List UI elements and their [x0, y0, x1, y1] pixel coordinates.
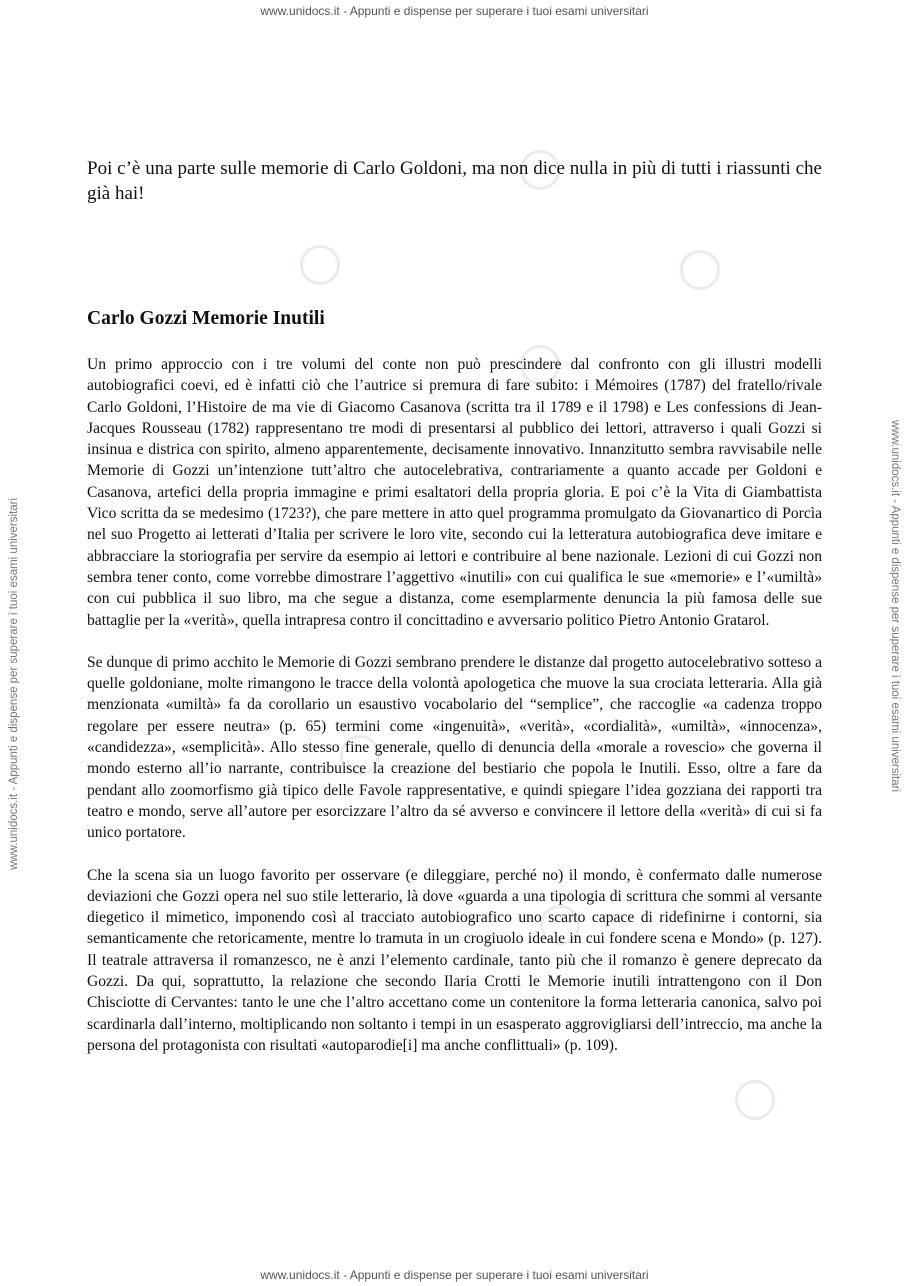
body-paragraph: Un primo approccio con i tre volumi del conte non può prescindere dal confronto con gli illustri modelli autobiografici coevi, ed è infatti ciò che l’autrice si premura di fare subito: i Mémoires (1787) del fratello/rivale Carlo Goldoni, l’Histoire de ma vie di Giacomo Casanova (scritta tra il 1789 e il 1798) e Les confessions di Jean-Jacques Rousseau (1782) rappresentano tre modi di presentarsi al pubblico dei lettori, attraverso i quali Gozzi si insinua e districa con spirito, almeno apparentemente, decisamente innovativo. Innanzitutto sembra ravvisabile nelle Memorie di Gozzi un’intenzione tutt’altro che autocelebrativa, contrariamente a quanto accade per Goldoni e Casanova, artefici della propria immagine e primi esaltatori della propria gloria. E poi c’è la Vita di Giambattista Vico scritta da se medesimo (1723?), che pare mettere in atto quel programma promulgato da Giovanartico di Porcìa nel suo Progetto ai letterati d’Italia per scrivere le loro vite, secondo cui la letteratura autobiografica deve imitare e abbracciare la storiografia per servire da esempio ai lettori e contribuire al bene nazionale. Lezioni di cui Gozzi non sembra tener conto, come vorrebbe dimostrare l’aggettivo «inutili» con cui qualifica le sue «memorie» e l’«umiltà» con cui pubblica il suo libro, ma che segue a distanza, come esemplarmente denuncia la più famosa delle sue battaglie per la «verità», quella intrapresa contro il concittadino e avversario politico Pietro Antonio Gratarol.: [87, 356, 822, 629]
body-paragraph: Se dunque di primo acchito le Memorie di Gozzi sembrano prendere le distanze dal progetto autocelebrativo sotteso a quelle goldoniane, molte rimangono le tracce della volontà apologetica che muove la sua crociata letteraria. Alla già menzionata «umiltà» fa da corollario un esaustivo vocabolario del “semplice”, che raccoglie «a cadenza troppo regolare per essere neutra» (p. 65) termini come «ingenuità», «verità», «cordialità», «umiltà», «innocenza», «candidezza», «semplicità». Allo stesso fine generale, quello di denuncia della «morale a rovescio» che governa il mondo esterno all’io narrante, contribuisce la creazione del bestiario che popola le Inutili. Esso, oltre a fare da pendant allo zoomorfismo già tipico delle Favole rappresentative, e quindi spiegare l’idea gozziana dei rapporti tra teatro e mondo, serve all’autore per esorcizzare l’altro da sé avverso e convincere il lettore della «verità» di cui si fa unico portatore.: [87, 653, 822, 842]
right-side-banner: www.unidocs.it - Appunti e dispense per superare i tuoi esami universitari: [889, 420, 901, 793]
section-body: [87, 354, 822, 1077]
watermark-logo-icon: [735, 1080, 775, 1120]
intro-paragraph: Poi c’è una parte sulle memorie di Carlo Goldoni, ma non dice nulla in più di tutti i riassunti che già hai!: [87, 158, 822, 204]
watermark-logo-icon: [300, 245, 340, 285]
document-content: [87, 156, 822, 1054]
footer-banner: www.unidocs.it - Appunti e dispense per superare i tuoi esami universitari: [260, 1268, 649, 1282]
body-paragraph: Che la scena sia un luogo favorito per osservare (e dileggiare, perché no) il mondo, è confermato dalle numerose deviazioni che Gozzi opera nel suo stile letterario, là dove «guarda a una tipologia di scrittura che sommi al versante diegetico il mimetico, imponendo così al tracciato autobiografico uno scarto capace di ridefinirne i contorni, sia semanticamente che retoricamente, mentre lo tramuta in un crogiuolo ideale in cui fondere scena e Mondo» (p. 127). Il teatrale attraversa il romanzesco, ne è anzi l’elemento cardinale, tanto più che il romanzo è genere deprecato da Gozzi. Da qui, soprattutto, la relazione che secondo Ilaria Crotti le Memorie inutili intrattengono con il Don Chisciotte di Cervantes: tanto le une che l’altro accettano come un contenitore la forma letteraria canonica, salvo poi scardinarla dall’interno, moltiplicando non soltanto i tempi in un esasperato aggrovigliarsi dell’intreccio, ma anche la persona del protagonista con risultati «autoparodie[i] ma anche conflittuali» (p. 109).: [87, 866, 822, 1054]
left-side-banner: www.unidocs.it - Appunti e dispense per superare i tuoi esami universitari: [8, 497, 20, 870]
section-title: Carlo Gozzi Memorie Inutili: [87, 308, 325, 329]
watermark-logo-icon: [680, 250, 720, 290]
header-banner: www.unidocs.it - Appunti e dispense per superare i tuoi esami universitari: [260, 4, 649, 18]
